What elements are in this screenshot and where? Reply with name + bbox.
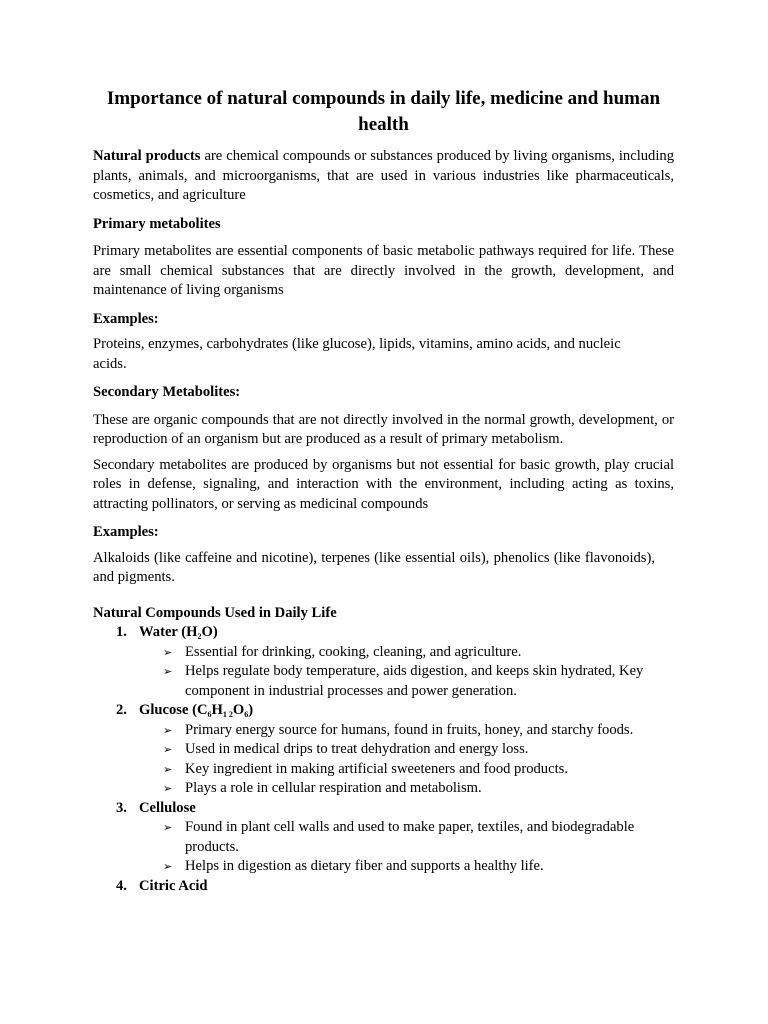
primary-heading: Primary metabolites — [93, 215, 221, 232]
primary-paragraph: Primary metabolites are essential components of basic metabolic pathways required for life. These are small chemical substances that are directly involved in the growth, development, and maintenance of living organisms — [93, 243, 674, 298]
formula-subscript: 1 2 — [222, 710, 233, 719]
bullet-text: Helps regulate body temperature, aids digestion, and keeps skin hydrated, Key component in industrial processes and power generation. — [185, 663, 644, 699]
compound-title — [93, 877, 674, 897]
compound-name-end: O) — [201, 624, 218, 640]
page-title: Importance of natural compounds in daily life, medicine and human health — [106, 88, 661, 135]
bullet-text: Plays a role in cellular respiration and metabolism. — [185, 780, 482, 796]
bullet-list — [93, 818, 674, 877]
compound-name: Citric Acid — [139, 877, 208, 894]
formula-element: H — [211, 702, 223, 718]
list-number: 4. — [116, 877, 127, 894]
bullet-text: Key ingredient in making artificial sweeteners and food products. — [185, 760, 568, 777]
list-item — [93, 857, 674, 877]
bullet-list — [93, 721, 674, 799]
compound-name: Water (H — [139, 624, 198, 640]
arrow-bullet-icon: ➢ — [163, 821, 173, 834]
compound-title — [93, 623, 674, 643]
bullet-text: Helps in digestion as dietary fiber and supports a healthy life. — [185, 858, 544, 874]
bullet-text: Found in plant cell walls and used to make paper, textiles, and biodegradable products. — [185, 819, 635, 855]
intro-bold-term: Natural products — [93, 148, 201, 164]
compound-list — [93, 623, 674, 896]
bullet-text: Used in medical drips to treat dehydration and energy loss. — [185, 741, 529, 757]
bullet-text: Primary energy source for humans, found in fruits, honey, and starchy foods. — [185, 721, 634, 738]
formula-element: O — [232, 702, 245, 718]
arrow-bullet-icon: ➢ — [163, 665, 173, 678]
list-item — [93, 779, 674, 799]
compound-name: Glucose (C — [139, 702, 208, 718]
compound-title — [93, 701, 674, 721]
formula-subscript: 6 — [207, 710, 212, 719]
formula-subscript: 6 — [244, 710, 249, 719]
list-item — [93, 721, 674, 741]
arrow-bullet-icon: ➢ — [163, 782, 173, 795]
list-number: 2. — [116, 702, 127, 718]
compound-name-end: ) — [248, 702, 254, 718]
primary-examples-heading: Examples: — [93, 310, 159, 327]
intro-text: are chemical compounds or substances produced by living organisms, including plants, animals, and microorganisms, that are used in various industries like pharmaceuticals, cosmetics, and agriculture — [93, 148, 675, 203]
compound-item-cellulose — [93, 799, 674, 877]
compound-name: Cellulose — [139, 799, 196, 816]
secondary-examples-text: Alkaloids (like caffeine and nicotine), terpenes (like essential oils), phenolics (like flavonoids), and pigments. — [93, 549, 655, 585]
bullet-list — [93, 643, 674, 702]
compound-title — [93, 799, 674, 819]
secondary-examples-heading: Examples: — [93, 524, 159, 540]
document-body — [93, 86, 674, 896]
compound-item-glucose — [93, 701, 674, 799]
secondary-paragraph-1: These are organic compounds that are not directly involved in the normal growth, development, or reproduction of an organism but are produced as a result of primary metabolism. — [93, 411, 674, 447]
list-item — [93, 662, 674, 701]
arrow-bullet-icon: ➢ — [163, 645, 173, 659]
arrow-bullet-icon: ➢ — [163, 762, 173, 776]
arrow-bullet-icon: ➢ — [163, 860, 173, 873]
list-item — [93, 740, 674, 760]
arrow-bullet-icon: ➢ — [163, 723, 173, 737]
list-number: 1. — [116, 624, 127, 640]
primary-examples-text: Proteins, enzymes, carbohydrates (like glucose), lipids, vitamins, amino acids, and nucleic acids. — [93, 336, 621, 372]
formula-subscript: 2 — [197, 632, 202, 641]
intro-paragraph — [93, 147, 674, 206]
compound-item-water — [93, 623, 674, 701]
list-item — [93, 818, 674, 857]
arrow-bullet-icon: ➢ — [163, 743, 173, 756]
secondary-heading: Secondary Metabolites: — [93, 384, 241, 400]
list-item — [93, 643, 674, 663]
list-item — [93, 760, 674, 780]
secondary-paragraph-2: Secondary metabolites are produced by organisms but not essential for basic growth, play crucial roles in defense, signaling, and interaction with the environment, including acting as toxins, attracting pollinators, or serving as medicinal compounds — [93, 456, 674, 512]
daily-life-heading: Natural Compounds Used in Daily Life — [93, 604, 337, 621]
bullet-text: Essential for drinking, cooking, cleaning, and agriculture. — [185, 643, 522, 660]
compound-item-citric-acid — [93, 877, 674, 897]
list-number: 3. — [116, 799, 127, 816]
